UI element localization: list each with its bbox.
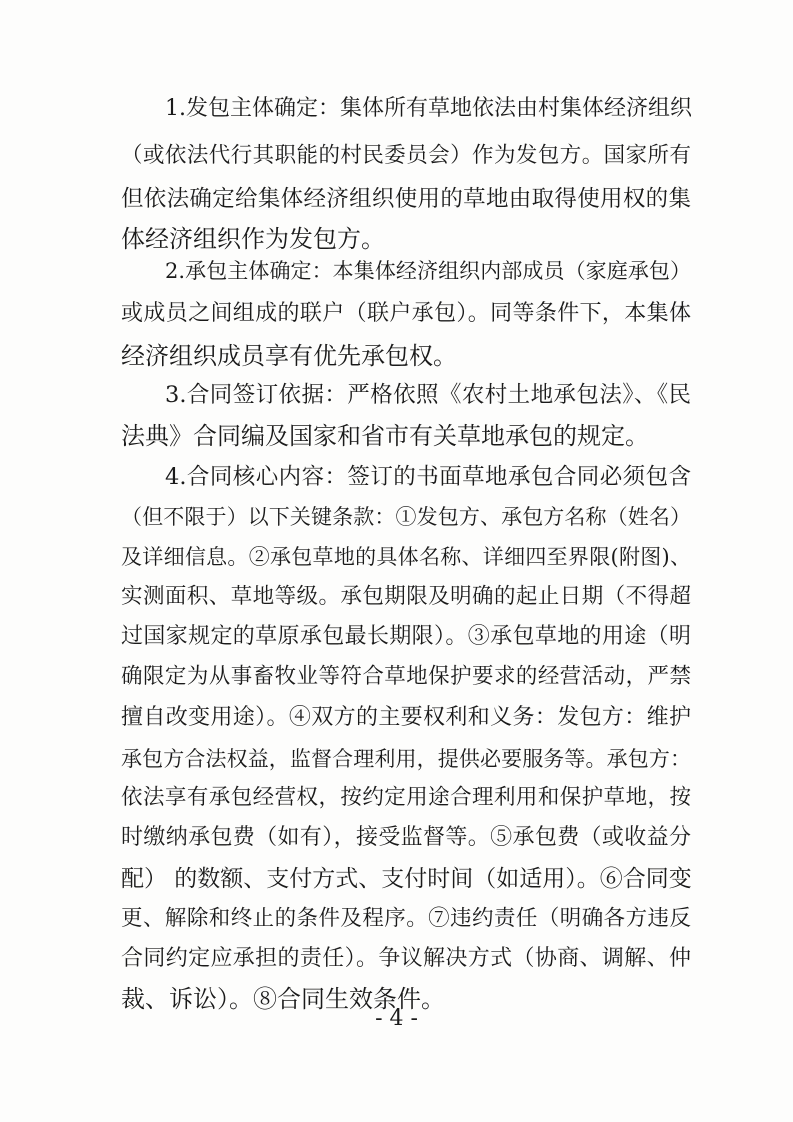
paragraph-4-line-9: 依法享有承包经营权，按约定用途合理利用和保护草地，按 xyxy=(121,785,691,810)
paragraph-4-line-2: （但不限于）以下关键条款：①发包方、承包方名称（姓名） xyxy=(121,505,691,529)
paragraph-3-line-1: 3.合同签订依据：严格依照《农村土地承包法》、《民 xyxy=(165,382,691,408)
paragraph-1-line-4: 体经济组织作为发包方。 xyxy=(121,225,385,253)
paragraph-4-line-4: 实测面积、草地等级。承包期限及明确的起止日期（不得超 xyxy=(121,584,691,609)
paragraph-4-line-11: 配） 的数额、支付方式、支付时间（如适用）。⑥合同变 xyxy=(121,866,692,892)
paragraph-4-line-12: 更、解除和终止的条件及程序。⑦违约责任（明确各方违反 xyxy=(121,906,691,931)
paragraph-2-line-1: 2.承包主体确定：本集体经济组织内部成员（家庭承包） xyxy=(165,259,691,283)
paragraph-4-line-8: 承包方合法权益，监督合理利用，提供必要服务等。承包方： xyxy=(121,747,691,771)
paragraph-4-line-14: 裁、诉讼）。⑧合同生效条件。 xyxy=(121,985,445,1013)
paragraph-4-line-10: 时缴纳承包费（如有），接受监督等。⑤承包费（或收益分 xyxy=(121,825,691,850)
paragraph-1-line-1: 1.发包主体确定：集体所有草地依法由村集体经济组织 xyxy=(165,96,692,121)
paragraph-4-line-6: 确限定为从事畜牧业等符合草地保护要求的经营活动，严禁 xyxy=(121,664,691,689)
paragraph-4-line-5: 过国家规定的草原承包最长期限）。③承包草地的用途（明 xyxy=(121,624,691,649)
paragraph-4-line-1: 4.合同核心内容：签订的书面草地承包合同必须包含 xyxy=(165,464,691,490)
paragraph-3-line-2: 法典》合同编及国家和省市有关草地承包的规定。 xyxy=(121,422,649,450)
page-number: - 4 - xyxy=(375,1006,418,1031)
paragraph-4-line-13: 合同约定应承担的责任）。争议解决方式（协商、调解、仲 xyxy=(121,946,691,971)
paragraph-1-line-3: 但依法确定给集体经济组织使用的草地由取得使用权的集 xyxy=(121,186,691,212)
paragraph-4-line-3: 及详细信息。②承包草地的具体名称、详细四至界限(附图)、 xyxy=(121,545,691,569)
paragraph-2-line-3: 经济组织成员享有优先承包权。 xyxy=(121,342,457,370)
paragraph-1-line-2: （或依法代行其职能的村民委员会）作为发包方。国家所有 xyxy=(121,143,691,168)
paragraph-2-line-2: 或成员之间组成的联户（联户承包）。同等条件下，本集体 xyxy=(121,301,691,326)
paragraph-4-line-7: 擅自改变用途）。④双方的主要权利和义务：发包方：维护 xyxy=(121,705,691,730)
